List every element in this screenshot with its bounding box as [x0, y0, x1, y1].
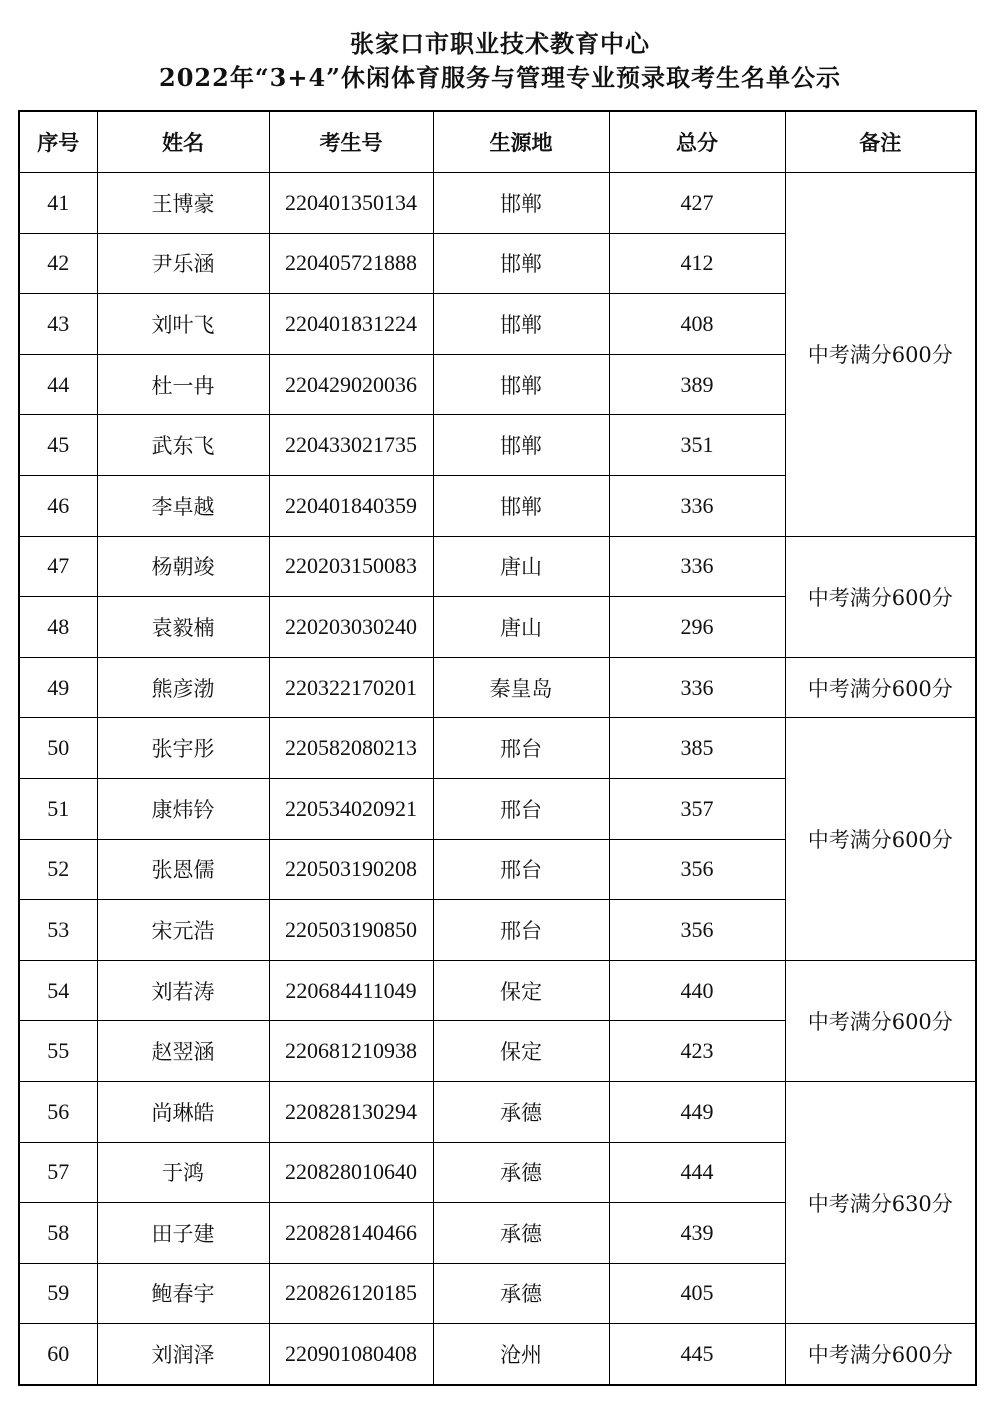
table-row	[19, 657, 976, 718]
cell-score: 351	[609, 415, 785, 476]
cell-origin: 邢台	[433, 900, 609, 961]
cell-score: 356	[609, 839, 785, 900]
table-row	[19, 960, 976, 1021]
cell-name: 王博豪	[97, 173, 269, 234]
cell-seq: 48	[19, 597, 97, 658]
cell-exam-id: 220534020921	[269, 778, 433, 839]
cell-name: 宋元浩	[97, 900, 269, 961]
document-title-line1: 张家口市职业技术教育中心	[350, 29, 650, 58]
cell-name: 袁毅楠	[97, 597, 269, 658]
cell-name: 尹乐涵	[97, 233, 269, 294]
cell-seq: 45	[19, 415, 97, 476]
cell-seq: 42	[19, 233, 97, 294]
cell-name: 李卓越	[97, 475, 269, 536]
cell-seq: 58	[19, 1203, 97, 1264]
cell-origin: 邯郸	[433, 233, 609, 294]
cell-note: 中考满分600分	[785, 718, 976, 960]
cell-score: 444	[609, 1142, 785, 1203]
cell-origin: 秦皇岛	[433, 657, 609, 718]
cell-score: 427	[609, 173, 785, 234]
cell-seq: 53	[19, 900, 97, 961]
cell-seq: 49	[19, 657, 97, 718]
cell-origin: 保定	[433, 960, 609, 1021]
cell-note: 中考满分600分	[785, 1324, 976, 1385]
table-row	[19, 718, 976, 779]
cell-name: 鲍春宇	[97, 1263, 269, 1324]
cell-score: 412	[609, 233, 785, 294]
cell-origin: 承德	[433, 1203, 609, 1264]
cell-name: 武东飞	[97, 415, 269, 476]
cell-exam-id: 220203030240	[269, 597, 433, 658]
cell-note: 中考满分600分	[785, 536, 976, 657]
cell-score: 389	[609, 354, 785, 415]
cell-seq: 47	[19, 536, 97, 597]
cell-name: 刘润泽	[97, 1324, 269, 1385]
cell-seq: 41	[19, 173, 97, 234]
cell-score: 405	[609, 1263, 785, 1324]
cell-note: 中考满分600分	[785, 173, 976, 537]
cell-score: 357	[609, 778, 785, 839]
table-row	[19, 536, 976, 597]
cell-seq: 54	[19, 960, 97, 1021]
cell-seq: 52	[19, 839, 97, 900]
table-row	[19, 1081, 976, 1142]
header-note: 备注	[785, 111, 976, 173]
cell-origin: 承德	[433, 1142, 609, 1203]
cell-exam-id: 220429020036	[269, 354, 433, 415]
cell-origin: 邯郸	[433, 294, 609, 355]
cell-exam-id: 220828010640	[269, 1142, 433, 1203]
cell-origin: 承德	[433, 1081, 609, 1142]
cell-exam-id: 220503190208	[269, 839, 433, 900]
cell-seq: 43	[19, 294, 97, 355]
cell-exam-id: 220681210938	[269, 1021, 433, 1082]
cell-seq: 60	[19, 1324, 97, 1385]
cell-exam-id: 220582080213	[269, 718, 433, 779]
cell-origin: 沧州	[433, 1324, 609, 1385]
cell-exam-id: 220401350134	[269, 173, 433, 234]
cell-score: 385	[609, 718, 785, 779]
cell-score: 336	[609, 536, 785, 597]
cell-origin: 邢台	[433, 778, 609, 839]
cell-exam-id: 220401831224	[269, 294, 433, 355]
table-row	[19, 173, 976, 234]
cell-exam-id: 220503190850	[269, 900, 433, 961]
cell-note: 中考满分600分	[785, 657, 976, 718]
cell-origin: 唐山	[433, 536, 609, 597]
cell-name: 刘若涛	[97, 960, 269, 1021]
table-body	[19, 173, 976, 1385]
cell-score: 336	[609, 475, 785, 536]
cell-seq: 57	[19, 1142, 97, 1203]
cell-score: 423	[609, 1021, 785, 1082]
cell-exam-id: 220433021735	[269, 415, 433, 476]
cell-name: 杨朝竣	[97, 536, 269, 597]
cell-score: 356	[609, 900, 785, 961]
cell-origin: 邯郸	[433, 475, 609, 536]
cell-name: 熊彦渤	[97, 657, 269, 718]
cell-score: 296	[609, 597, 785, 658]
cell-exam-id: 220828130294	[269, 1081, 433, 1142]
header-exam-id: 考生号	[269, 111, 433, 173]
admission-list-table	[18, 110, 977, 1386]
cell-seq: 44	[19, 354, 97, 415]
cell-exam-id: 220684411049	[269, 960, 433, 1021]
header-origin: 生源地	[433, 111, 609, 173]
cell-exam-id: 220901080408	[269, 1324, 433, 1385]
cell-exam-id: 220401840359	[269, 475, 433, 536]
cell-score: 408	[609, 294, 785, 355]
cell-exam-id: 220828140466	[269, 1203, 433, 1264]
cell-seq: 46	[19, 475, 97, 536]
cell-name: 杜一冉	[97, 354, 269, 415]
cell-exam-id: 220322170201	[269, 657, 433, 718]
cell-score: 439	[609, 1203, 785, 1264]
cell-origin: 邯郸	[433, 173, 609, 234]
document-title-line2: 2022年“3+4”休闲体育服务与管理专业预录取考生名单公示	[159, 63, 841, 92]
cell-origin: 邢台	[433, 718, 609, 779]
cell-score: 449	[609, 1081, 785, 1142]
cell-score: 336	[609, 657, 785, 718]
cell-origin: 唐山	[433, 597, 609, 658]
table-row	[19, 1324, 976, 1385]
header-score: 总分	[609, 111, 785, 173]
cell-origin: 邯郸	[433, 354, 609, 415]
header-name: 姓名	[97, 111, 269, 173]
cell-origin: 邯郸	[433, 415, 609, 476]
cell-note: 中考满分630分	[785, 1081, 976, 1323]
cell-exam-id: 220826120185	[269, 1263, 433, 1324]
cell-score: 440	[609, 960, 785, 1021]
cell-seq: 59	[19, 1263, 97, 1324]
cell-origin: 保定	[433, 1021, 609, 1082]
table-header-row	[19, 111, 976, 173]
cell-exam-id: 220405721888	[269, 233, 433, 294]
cell-score: 445	[609, 1324, 785, 1385]
cell-seq: 50	[19, 718, 97, 779]
cell-exam-id: 220203150083	[269, 536, 433, 597]
cell-name: 尚琳皓	[97, 1081, 269, 1142]
cell-name: 田子建	[97, 1203, 269, 1264]
cell-origin: 邢台	[433, 839, 609, 900]
cell-name: 张宇彤	[97, 718, 269, 779]
cell-seq: 56	[19, 1081, 97, 1142]
cell-name: 于鸿	[97, 1142, 269, 1203]
cell-note: 中考满分600分	[785, 960, 976, 1081]
cell-seq: 51	[19, 778, 97, 839]
cell-origin: 承德	[433, 1263, 609, 1324]
cell-name: 刘叶飞	[97, 294, 269, 355]
header-seq: 序号	[19, 111, 97, 173]
cell-name: 赵翌涵	[97, 1021, 269, 1082]
cell-name: 康炜钤	[97, 778, 269, 839]
cell-name: 张恩儒	[97, 839, 269, 900]
cell-seq: 55	[19, 1021, 97, 1082]
